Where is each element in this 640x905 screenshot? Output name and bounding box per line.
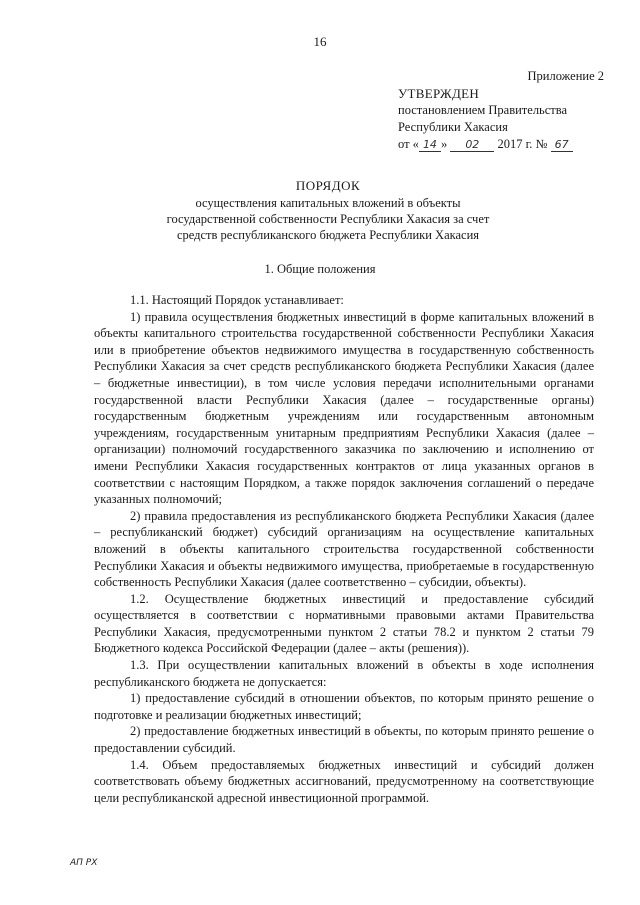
footer-mark: АП РХ <box>70 858 98 868</box>
approval-date-line <box>398 136 608 153</box>
section-heading: 1. Общие положения <box>264 262 376 276</box>
paragraph: 2) предоставление бюджетных инвестиций в объекты, по которым принято решение о предоставлении субсидий. <box>94 724 594 756</box>
page-number: 16 <box>313 34 327 49</box>
paragraph: 1) правила осуществления бюджетных инвестиций в форме капитальных вложений в объекты капитального строительства государственной собственности Республики Хакасия или в приобретение объектов недвижимого имущества в государственную собственность Республики Хакасия за счет средств республиканского бюджета Республики Хакасия (далее – бюджетные инвестиции), в том числе условия передачи исполнительными органами государственной власти Республики Хакасия (далее – государственные органы) государственным бюджетным учреждениям или государственным автономным учреждениям, государственным унитарным предприятиям Республики Хакасия (далее – организации) полномочий государственного заказчика по заключению и исполнению от имени Республики Хакасия государственных контрактов от лица указанных органов в соответствии с настоящим Порядком, а также порядок заключения соглашений о передаче указанных полномочий; <box>94 309 594 507</box>
year-text: 2017 г. № <box>497 137 548 151</box>
document-title <box>120 178 536 243</box>
paragraph: 2) правила предоставления из республиканского бюджета Республики Хакасия (далее – республиканский бюджет) субсидий организациям на осуществление капитальных вложений в объекты капитального строительства государственной собственности Республики Хакасия и объекты недвижимого имущества, приобретаемые в государственную собственность Республики Хакасия (далее соответственно – субсидии, объекты). <box>94 508 594 590</box>
approval-block <box>398 68 608 153</box>
body-text <box>94 292 594 806</box>
handwritten-number: 67 <box>551 139 573 152</box>
approval-line-1: постановлением Правительства <box>398 103 568 117</box>
paragraph: 1.4. Объем предоставляемых бюджетных инвестиций и субсидий должен соответствовать объему бюджетных ассигнований, предусмотренному на соответствующие цели республиканской адресной инвестиционной программой. <box>94 757 594 805</box>
appendix-label: Приложение 2 <box>527 69 604 83</box>
date-prefix: от « <box>398 137 419 151</box>
handwritten-day: 14 <box>419 139 441 152</box>
title-line-1: осуществления капитальных вложений в объекты <box>195 196 461 210</box>
title-line-2: государственной собственности Республики Хакасия за счет <box>166 212 490 226</box>
paragraph: 1.1. Настоящий Порядок устанавливает: <box>130 293 344 307</box>
date-day-suffix: » <box>440 137 448 151</box>
paragraph: 1.3. При осуществлении капитальных вложений в объекты в ходе исполнения республиканского бюджета не допускается: <box>94 658 594 689</box>
paragraph: 1.2. Осуществление бюджетных инвестиций и предоставление субсидий осуществляется в соответствии с нормативными правовыми актами Правительства Республики Хакасия, предусмотренными пунктом 2 статьи 78.2 и пунктом 2 статьи 79 Бюджетного кодекса Российской Федерации (далее – акты (решения)). <box>94 591 594 656</box>
title-line-3: средств республиканского бюджета Республики Хакасия <box>176 228 480 242</box>
approval-line-2: Республики Хакасия <box>398 120 508 134</box>
paragraph: 1) предоставление субсидий в отношении объектов, по которым принято решение о подготовке и реализации бюджетных инвестиций; <box>94 691 594 722</box>
handwritten-month: 02 <box>450 139 494 152</box>
title-main: ПОРЯДОК <box>295 178 361 193</box>
approved-label: УТВЕРЖДЕН <box>398 86 480 101</box>
